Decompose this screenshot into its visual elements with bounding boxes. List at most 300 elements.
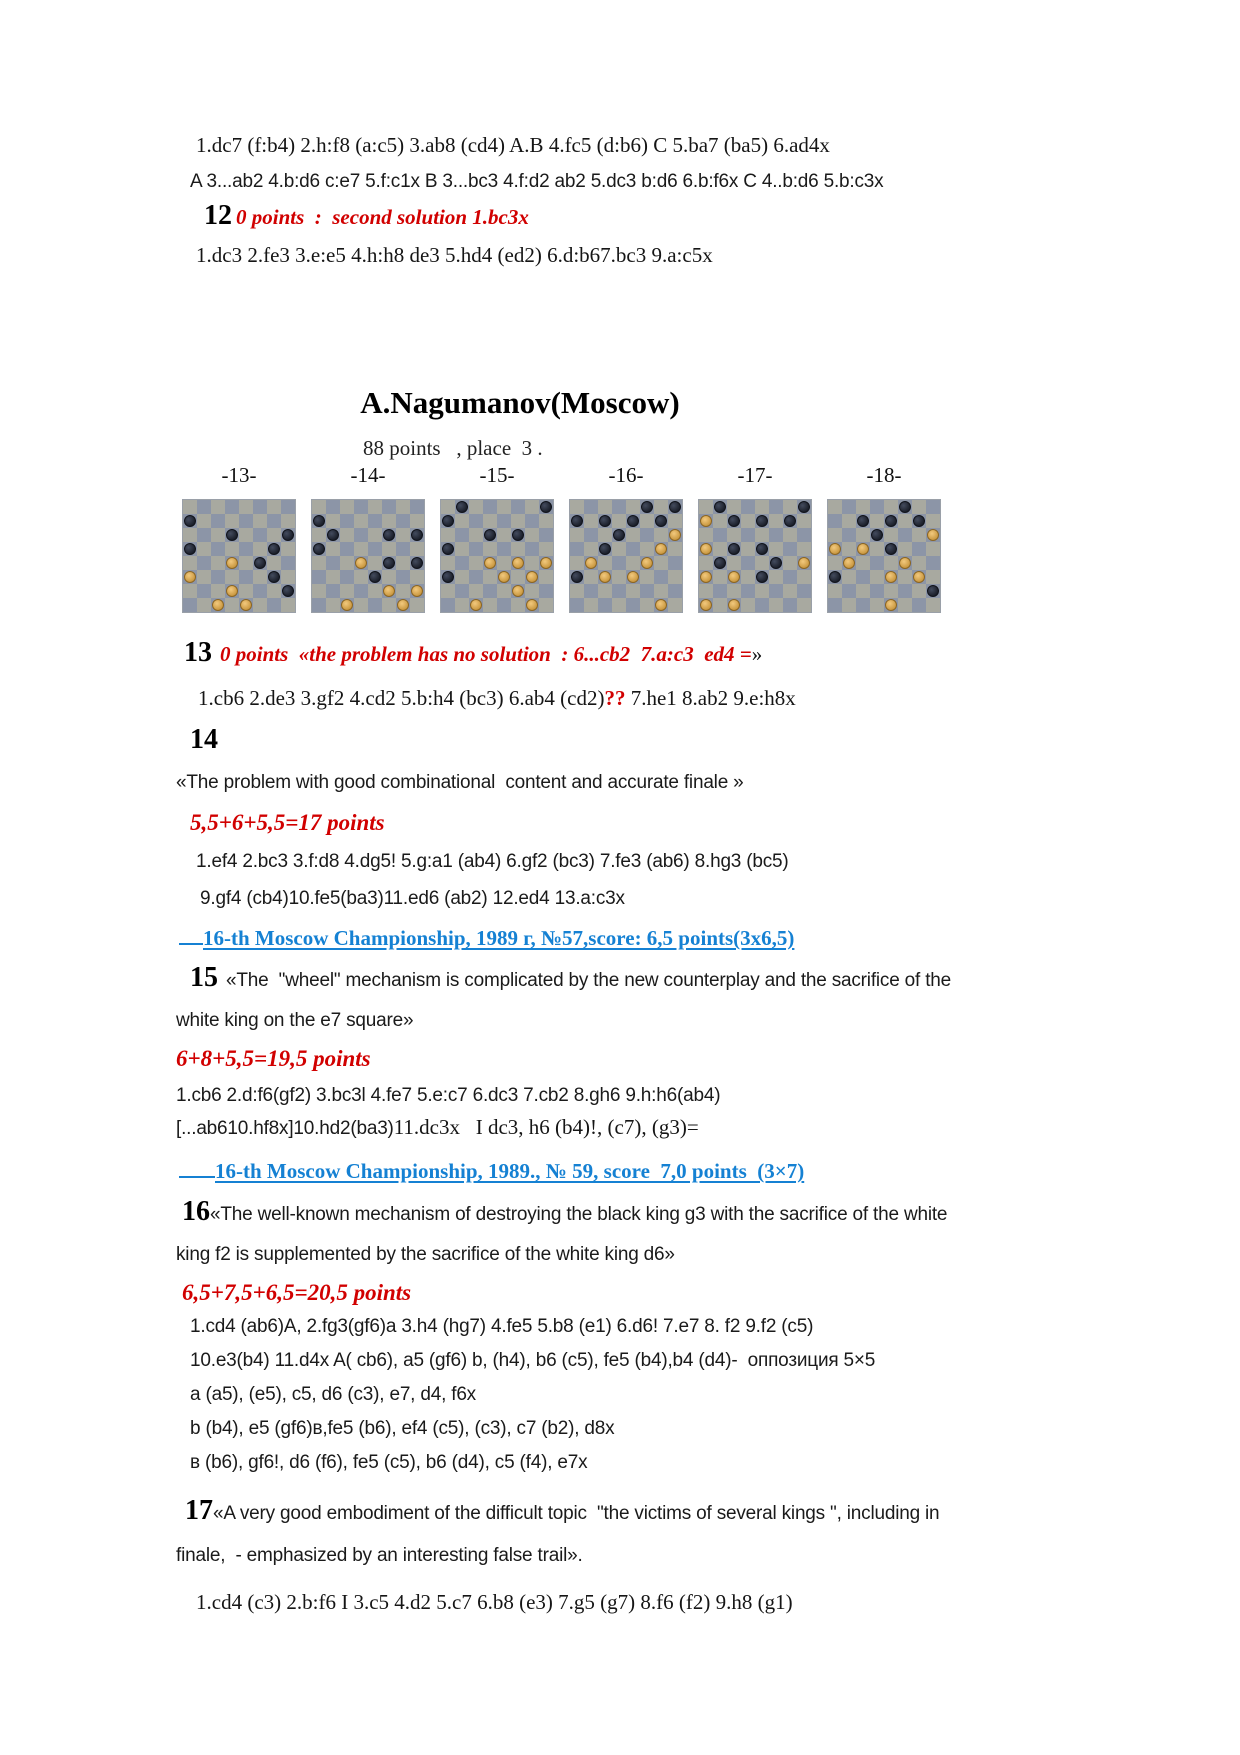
board-square bbox=[340, 556, 354, 570]
board-square bbox=[570, 500, 584, 514]
board-square bbox=[842, 514, 856, 528]
board-square bbox=[797, 528, 811, 542]
board-square bbox=[340, 514, 354, 528]
board-square bbox=[326, 500, 340, 514]
checker-piece-black bbox=[913, 515, 925, 527]
moves-line-13: 1.cb6 2.de3 3.gf2 4.cd2 5.b:h4 (bc3) 6.ab4 (cd2)?? 7.he1 8.ab2 9.e:h8x bbox=[198, 686, 796, 710]
board-square bbox=[197, 514, 211, 528]
board-square bbox=[441, 598, 455, 612]
checker-piece-black bbox=[313, 515, 325, 527]
board-square bbox=[455, 598, 469, 612]
board-square bbox=[197, 542, 211, 556]
board-square bbox=[741, 514, 755, 528]
checker-piece-gold bbox=[226, 585, 238, 597]
checker-piece-black bbox=[571, 515, 583, 527]
quote-17-line2: finale, - emphasized by an interesting false trail». bbox=[176, 1545, 583, 1566]
board-square bbox=[797, 570, 811, 584]
board-square bbox=[598, 598, 612, 612]
checker-piece-gold bbox=[857, 543, 869, 555]
board-square bbox=[525, 584, 539, 598]
checker-piece-black bbox=[456, 501, 468, 513]
board-square bbox=[598, 528, 612, 542]
board-square bbox=[870, 556, 884, 570]
board-square bbox=[382, 500, 396, 514]
checkers-board-18 bbox=[828, 500, 940, 612]
board-square bbox=[870, 598, 884, 612]
board-square bbox=[769, 500, 783, 514]
board-square bbox=[340, 542, 354, 556]
checker-piece-black bbox=[411, 529, 423, 541]
underline-lead bbox=[179, 1155, 215, 1178]
board-square bbox=[828, 584, 842, 598]
board-square bbox=[455, 514, 469, 528]
board-square bbox=[584, 570, 598, 584]
checker-piece-gold bbox=[240, 599, 252, 611]
board-square bbox=[783, 556, 797, 570]
board-square bbox=[668, 570, 682, 584]
board-square bbox=[884, 556, 898, 570]
board-square bbox=[926, 514, 940, 528]
board-square bbox=[497, 556, 511, 570]
board-square bbox=[326, 556, 340, 570]
board-square bbox=[183, 528, 197, 542]
board-square bbox=[281, 542, 295, 556]
board-square bbox=[396, 570, 410, 584]
underline-lead bbox=[179, 922, 203, 945]
board-square bbox=[225, 598, 239, 612]
board-square bbox=[267, 584, 281, 598]
quote-16-line2: king f2 is supplemented by the sacrifice of the white king d6» bbox=[176, 1244, 675, 1265]
board-square bbox=[410, 570, 424, 584]
checker-piece-black bbox=[927, 585, 939, 597]
heading-17 bbox=[185, 1495, 939, 1527]
board-square bbox=[797, 514, 811, 528]
board-square bbox=[612, 598, 626, 612]
board-square bbox=[396, 500, 410, 514]
board-square bbox=[340, 528, 354, 542]
board-square bbox=[755, 556, 769, 570]
board-square bbox=[281, 598, 295, 612]
board-square bbox=[267, 514, 281, 528]
board-square bbox=[396, 514, 410, 528]
board-square bbox=[898, 514, 912, 528]
board-square bbox=[211, 570, 225, 584]
board-square bbox=[912, 500, 926, 514]
board-square bbox=[239, 514, 253, 528]
board-label-15: -15- bbox=[479, 463, 515, 487]
verdict-13-close: » bbox=[751, 642, 763, 666]
board-square bbox=[483, 542, 497, 556]
board-square bbox=[312, 500, 326, 514]
board-square bbox=[455, 528, 469, 542]
board-square bbox=[612, 570, 626, 584]
board-square bbox=[483, 570, 497, 584]
checker-piece-gold bbox=[913, 571, 925, 583]
checker-piece-gold bbox=[383, 585, 395, 597]
board-square bbox=[912, 556, 926, 570]
board-square bbox=[183, 500, 197, 514]
board-square bbox=[239, 542, 253, 556]
checker-piece-black bbox=[282, 585, 294, 597]
moves-line-17: 1.cd4 (c3) 2.b:f6 I 3.c5 4.d2 5.c7 6.b8 (e3) 7.g5 (g7) 8.f6 (f2) 9.h8 (g1) bbox=[196, 1590, 793, 1614]
board-square bbox=[912, 598, 926, 612]
moves-line-12-solution: 1.dc3 2.fe3 3.e:e5 4.h:h8 de3 5.hd4 (ed2) 6.d:b67.bc3 9.a:c5x bbox=[196, 243, 713, 267]
checker-piece-gold bbox=[599, 571, 611, 583]
board-square bbox=[225, 514, 239, 528]
checker-piece-black bbox=[442, 571, 454, 583]
board-square bbox=[382, 570, 396, 584]
board-square bbox=[584, 500, 598, 514]
board-square bbox=[898, 570, 912, 584]
board-square bbox=[626, 500, 640, 514]
boards-row bbox=[183, 500, 940, 612]
board-square bbox=[281, 500, 295, 514]
board-square bbox=[797, 584, 811, 598]
checker-piece-black bbox=[885, 515, 897, 527]
championship-link-15: 16-th Moscow Championship, 1989., № 59, score 7,0 points (3×7) bbox=[179, 1155, 804, 1184]
board-square bbox=[783, 598, 797, 612]
board-square bbox=[699, 500, 713, 514]
board-square bbox=[197, 556, 211, 570]
board-square bbox=[225, 500, 239, 514]
checker-piece-black bbox=[899, 501, 911, 513]
board-square bbox=[441, 500, 455, 514]
checker-piece-gold bbox=[669, 529, 681, 541]
board-square bbox=[441, 528, 455, 542]
board-square bbox=[368, 598, 382, 612]
board-square bbox=[511, 570, 525, 584]
board-square bbox=[253, 584, 267, 598]
board-square bbox=[783, 500, 797, 514]
board-square bbox=[654, 528, 668, 542]
board-square bbox=[511, 500, 525, 514]
board-square bbox=[497, 584, 511, 598]
checker-piece-gold bbox=[627, 571, 639, 583]
board-square bbox=[699, 556, 713, 570]
board-square bbox=[898, 542, 912, 556]
board-square bbox=[713, 514, 727, 528]
board-square bbox=[410, 514, 424, 528]
board-square bbox=[354, 528, 368, 542]
board-square bbox=[856, 570, 870, 584]
board-square bbox=[239, 500, 253, 514]
moves-line-16c: a (a5), (e5), c5, d6 (c3), e7, d4, f6x bbox=[190, 1384, 476, 1405]
board-square bbox=[668, 514, 682, 528]
board-square bbox=[368, 500, 382, 514]
board-square bbox=[396, 528, 410, 542]
heading-13 bbox=[184, 637, 762, 669]
board-label-16: -16- bbox=[608, 463, 644, 487]
board-square bbox=[410, 598, 424, 612]
checker-piece-black bbox=[756, 515, 768, 527]
board-square bbox=[368, 542, 382, 556]
board-square bbox=[312, 528, 326, 542]
board-label-14: -14- bbox=[350, 463, 386, 487]
checker-piece-gold bbox=[700, 543, 712, 555]
board-square bbox=[741, 570, 755, 584]
board-square bbox=[326, 570, 340, 584]
checker-piece-black bbox=[798, 501, 810, 513]
board-square bbox=[640, 542, 654, 556]
board-square bbox=[483, 514, 497, 528]
board-square bbox=[842, 570, 856, 584]
board-square bbox=[396, 584, 410, 598]
board-square bbox=[354, 500, 368, 514]
board-square bbox=[783, 542, 797, 556]
checker-piece-gold bbox=[512, 585, 524, 597]
board-square bbox=[570, 528, 584, 542]
moves-line-16a: 1.cd4 (ab6)A, 2.fg3(gf6)a 3.h4 (hg7) 4.fe5 5.b8 (e1) 6.d6! 7.e7 8. f2 9.f2 (c5) bbox=[190, 1316, 814, 1337]
checker-piece-black bbox=[627, 515, 639, 527]
board-square bbox=[354, 514, 368, 528]
board-square bbox=[326, 514, 340, 528]
checker-piece-black bbox=[669, 501, 681, 513]
checkers-board-14 bbox=[312, 500, 424, 612]
board-square bbox=[539, 514, 553, 528]
board-square bbox=[368, 514, 382, 528]
checker-piece-gold bbox=[585, 557, 597, 569]
blunder-marks: ?? bbox=[604, 686, 626, 710]
board-square bbox=[713, 570, 727, 584]
checker-piece-black bbox=[599, 515, 611, 527]
moves-line-14b: 9.gf4 (cb4)10.fe5(ba3)11.ed6 (ab2) 12.ed4 13.a:c3x bbox=[200, 888, 625, 909]
checkers-board-16 bbox=[570, 500, 682, 612]
board-square bbox=[741, 528, 755, 542]
board-square bbox=[253, 528, 267, 542]
board-square bbox=[870, 514, 884, 528]
board-square bbox=[699, 528, 713, 542]
board-square bbox=[926, 570, 940, 584]
board-square bbox=[926, 598, 940, 612]
quote-16-line1: «The well-known mechanism of destroying the black king g3 with the sacrifice of the white bbox=[210, 1204, 948, 1225]
checker-piece-gold bbox=[829, 543, 841, 555]
board-square bbox=[197, 570, 211, 584]
checker-piece-gold bbox=[512, 557, 524, 569]
board-square bbox=[525, 556, 539, 570]
board-square bbox=[525, 514, 539, 528]
checkers-board-15 bbox=[441, 500, 553, 612]
board-square bbox=[539, 584, 553, 598]
checker-piece-black bbox=[829, 571, 841, 583]
board-square bbox=[455, 542, 469, 556]
board-square bbox=[570, 598, 584, 612]
checker-piece-black bbox=[714, 557, 726, 569]
board-square bbox=[842, 500, 856, 514]
board-square bbox=[654, 570, 668, 584]
moves-line-16d: b (b4), e5 (gf6)в,fe5 (b6), ef4 (c5), (c3), c7 (b2), d8x bbox=[190, 1418, 615, 1439]
checker-piece-gold bbox=[700, 599, 712, 611]
board-square bbox=[469, 514, 483, 528]
checker-piece-black bbox=[254, 557, 266, 569]
checker-piece-black bbox=[442, 543, 454, 555]
board-square bbox=[183, 584, 197, 598]
board-square bbox=[253, 514, 267, 528]
board-square bbox=[525, 528, 539, 542]
board-labels-row bbox=[183, 463, 940, 488]
board-square bbox=[755, 598, 769, 612]
board-square bbox=[570, 542, 584, 556]
board-square bbox=[713, 584, 727, 598]
checker-piece-gold bbox=[728, 599, 740, 611]
board-square bbox=[783, 584, 797, 598]
board-square bbox=[239, 570, 253, 584]
board-square bbox=[668, 584, 682, 598]
checker-piece-black bbox=[599, 543, 611, 555]
board-square bbox=[612, 542, 626, 556]
board-square bbox=[211, 514, 225, 528]
board-square bbox=[511, 514, 525, 528]
checker-piece-gold bbox=[212, 599, 224, 611]
board-square bbox=[898, 598, 912, 612]
heading-16 bbox=[182, 1196, 947, 1228]
board-square bbox=[497, 528, 511, 542]
board-square bbox=[842, 598, 856, 612]
checker-piece-black bbox=[784, 515, 796, 527]
checker-piece-black bbox=[871, 529, 883, 541]
board-square bbox=[842, 542, 856, 556]
board-square bbox=[898, 528, 912, 542]
board-square bbox=[741, 584, 755, 598]
quote-15-line1: «The "wheel" mechanism is complicated by the new counterplay and the sacrifice of the bbox=[226, 970, 952, 991]
board-square bbox=[769, 570, 783, 584]
board-square bbox=[584, 598, 598, 612]
board-square bbox=[326, 598, 340, 612]
board-square bbox=[797, 542, 811, 556]
championship-link-14: 16-th Moscow Championship, 1989 г, №57,score: 6,5 points(3x6,5) bbox=[179, 922, 794, 951]
board-square bbox=[856, 556, 870, 570]
problem-number-17: 17 bbox=[185, 1495, 213, 1526]
board-square bbox=[828, 598, 842, 612]
checker-piece-black bbox=[383, 557, 395, 569]
board-square bbox=[769, 542, 783, 556]
board-square bbox=[253, 500, 267, 514]
board-square bbox=[640, 528, 654, 542]
board-square bbox=[612, 514, 626, 528]
board-square bbox=[225, 542, 239, 556]
board-square bbox=[281, 570, 295, 584]
board-square bbox=[396, 542, 410, 556]
board-square bbox=[626, 528, 640, 542]
board-label-13: -13- bbox=[221, 463, 257, 487]
board-square bbox=[713, 528, 727, 542]
board-square bbox=[312, 584, 326, 598]
checker-piece-black bbox=[226, 529, 238, 541]
board-square bbox=[497, 542, 511, 556]
board-square bbox=[197, 584, 211, 598]
checker-piece-black bbox=[184, 515, 196, 527]
board-square bbox=[741, 500, 755, 514]
board-square bbox=[612, 584, 626, 598]
problem-number-14: 14 bbox=[190, 724, 218, 755]
board-square bbox=[211, 528, 225, 542]
board-square bbox=[842, 528, 856, 542]
board-square bbox=[441, 584, 455, 598]
board-square bbox=[354, 584, 368, 598]
checker-piece-black bbox=[613, 529, 625, 541]
board-square bbox=[612, 500, 626, 514]
checker-piece-gold bbox=[411, 585, 423, 597]
board-square bbox=[410, 500, 424, 514]
board-square bbox=[884, 584, 898, 598]
heading-12 bbox=[204, 200, 529, 232]
board-square bbox=[828, 556, 842, 570]
checker-piece-gold bbox=[655, 543, 667, 555]
checker-piece-black bbox=[885, 543, 897, 555]
board-square bbox=[856, 598, 870, 612]
checkers-board-17 bbox=[699, 500, 811, 612]
board-square bbox=[197, 500, 211, 514]
board-square bbox=[797, 598, 811, 612]
quote-15-line2: white king on the e7 square» bbox=[176, 1010, 414, 1031]
board-square bbox=[410, 542, 424, 556]
checker-piece-gold bbox=[540, 557, 552, 569]
board-square bbox=[382, 514, 396, 528]
board-square bbox=[912, 542, 926, 556]
board-square bbox=[612, 556, 626, 570]
board-square bbox=[455, 584, 469, 598]
board-square bbox=[699, 584, 713, 598]
checker-piece-gold bbox=[184, 571, 196, 583]
checker-piece-black bbox=[571, 571, 583, 583]
heading-15 bbox=[190, 962, 951, 994]
problem-number-16: 16 bbox=[182, 1196, 210, 1227]
board-square bbox=[253, 570, 267, 584]
moves-line-12-variants: A 3...ab2 4.b:d6 c:e7 5.f:c1x B 3...bc3 4.f:d2 ab2 5.dc3 b:d6 6.b:f6x C 4..b:d6 5.b:c3x bbox=[190, 171, 884, 192]
board-square bbox=[870, 542, 884, 556]
board-square bbox=[354, 598, 368, 612]
board-square bbox=[828, 528, 842, 542]
checker-piece-gold bbox=[728, 571, 740, 583]
board-square bbox=[312, 570, 326, 584]
checker-piece-black bbox=[484, 529, 496, 541]
board-square bbox=[626, 556, 640, 570]
board-square bbox=[769, 528, 783, 542]
checker-piece-gold bbox=[470, 599, 482, 611]
board-square bbox=[539, 542, 553, 556]
board-square bbox=[769, 598, 783, 612]
checker-piece-black bbox=[770, 557, 782, 569]
board-square bbox=[640, 514, 654, 528]
board-square bbox=[368, 584, 382, 598]
board-square bbox=[469, 542, 483, 556]
board-square bbox=[253, 598, 267, 612]
board-square bbox=[225, 570, 239, 584]
board-square bbox=[340, 570, 354, 584]
verdict-12: 0 points : second solution 1.bc3x bbox=[236, 205, 529, 229]
board-square bbox=[727, 556, 741, 570]
board-square bbox=[654, 556, 668, 570]
board-square bbox=[441, 556, 455, 570]
board-square bbox=[626, 542, 640, 556]
board-square bbox=[741, 556, 755, 570]
quote-17-line1: «A very good embodiment of the difficult topic "the victims of several kings ", including in bbox=[213, 1503, 940, 1524]
board-square bbox=[469, 570, 483, 584]
board-square bbox=[469, 500, 483, 514]
board-square bbox=[870, 570, 884, 584]
checker-piece-gold bbox=[484, 557, 496, 569]
board-square bbox=[312, 598, 326, 612]
checker-piece-gold bbox=[798, 557, 810, 569]
board-square bbox=[312, 556, 326, 570]
board-square bbox=[654, 500, 668, 514]
checker-piece-gold bbox=[641, 557, 653, 569]
board-square bbox=[828, 514, 842, 528]
board-square bbox=[211, 584, 225, 598]
board-square bbox=[483, 584, 497, 598]
board-square bbox=[769, 584, 783, 598]
board-square bbox=[483, 598, 497, 612]
checker-piece-gold bbox=[700, 571, 712, 583]
